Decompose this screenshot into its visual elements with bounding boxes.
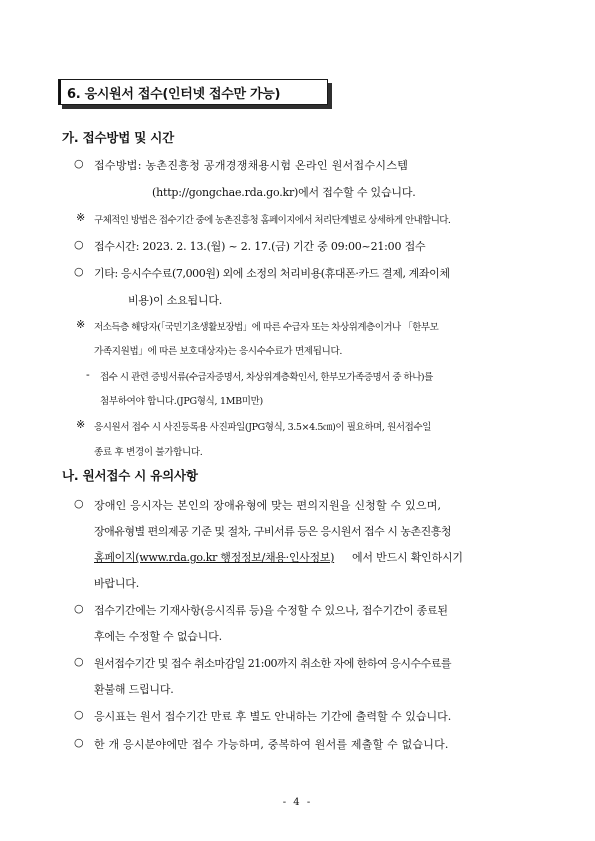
etc-line-1: 기타: 응시수수료(7,000원) 외에 소정의 처리비용(휴대폰·카드 결제, 계좌이체 [94, 267, 450, 280]
section-title: 6. 응시원서 접수(인터넷 접수만 가능) [67, 87, 281, 102]
method-line-1: 접수방법: 농촌진흥청 공개경쟁채용시험 온라인 원서접수시스템 [94, 159, 409, 172]
print-line: 응시표는 원서 접수기간 만료 후 별도 안내하는 기간에 출력할 수 있습니다. [94, 710, 452, 723]
edit-line-1: 접수기간에는 기재사항(응시직류 등)을 수정할 수 있으나, 접수기간이 종료된 [94, 604, 448, 617]
note-detail-line: 구체적인 방법은 접수기간 중에 농촌진흥청 홈페이지에서 처리단계별로 상세하게 안내합니다. [94, 215, 451, 226]
refund-line-2: 환불해 드립니다. [94, 683, 174, 696]
disabled-line-2: 장애유형별 편의제공 기준 및 절차, 구비서류 등은 응시원서 접수 시 농촌진흥청 [94, 525, 451, 538]
bullet-circle: ○ [74, 497, 84, 510]
note-mark: ※ [76, 318, 86, 331]
edit-line-2: 후에는 수정할 수 없습니다. [94, 630, 222, 643]
bullet-circle: ○ [74, 602, 84, 615]
refund-line-1: 원서접수기간 및 접수 취소마감일 21:00까지 취소한 자에 한하여 응시수수료를 [94, 657, 451, 670]
note-mark: ※ [76, 211, 86, 224]
bullet-circle: ○ [74, 238, 84, 251]
proof-line-1: 접수 시 관련 증빙서류(수급자증명서, 차상위계층확인서, 한부모가족증명서 중 하나)를 [100, 372, 433, 383]
proof-line-2: 첨부하여야 합니다.(JPG형식, 1MB미만) [100, 396, 263, 407]
time-line: 접수시간: 2023. 2. 13.(월) ~ 2. 17.(금) 기간 중 09:00~21:00 접수 [94, 240, 426, 253]
bullet-circle: ○ [74, 157, 84, 170]
homepage-link[interactable]: 홈페이지(www.rda.go.kr 행정정보/채용·인사정보) [94, 551, 335, 564]
photo-line-1: 응시원서 접수 시 사진등록용 사진파일(JPG형식, 3.5×4.5㎝)이 필요하며, 원서접수일 [94, 422, 432, 433]
subsection-title-b: 나. 원서접수 시 유의사항 [62, 468, 198, 483]
section-heading-box [58, 79, 328, 105]
bullet-circle: ○ [74, 655, 84, 668]
dash-mark: - [86, 368, 90, 381]
photo-line-2: 종료 후 변경이 불가합니다. [94, 447, 203, 458]
subsection-title-a: 가. 접수방법 및 시간 [62, 130, 175, 145]
low-income-line-1: 저소득층 해당자(「국민기초생활보장법」에 따른 수급자 또는 차상위계층이거나 「한부모 [94, 322, 439, 333]
page-number: - 4 - [282, 797, 313, 808]
one-application-line: 한 개 응시분야에만 접수 가능하며, 중복하여 원서를 제출할 수 없습니다. [94, 738, 449, 751]
bullet-circle: ○ [74, 265, 84, 278]
low-income-line-2: 가족지원법」에 따른 보호대상자)는 응시수수료가 면제됩니다. [94, 346, 343, 357]
method-line-2: (http://gongchae.rda.go.kr)에서 접수할 수 있습니다. [152, 186, 416, 199]
note-mark: ※ [76, 418, 86, 431]
bullet-circle: ○ [74, 736, 84, 749]
bullet-circle: ○ [74, 708, 84, 721]
disabled-line-4: 바랍니다. [94, 577, 140, 590]
disabled-line-1: 장애인 응시자는 본인의 장애유형에 맞는 편의지원을 신청할 수 있으며, [94, 499, 442, 512]
etc-line-2: 비용)이 소요됩니다. [128, 294, 223, 307]
disabled-line-3-rest: 에서 반드시 확인하시기 [352, 551, 463, 564]
